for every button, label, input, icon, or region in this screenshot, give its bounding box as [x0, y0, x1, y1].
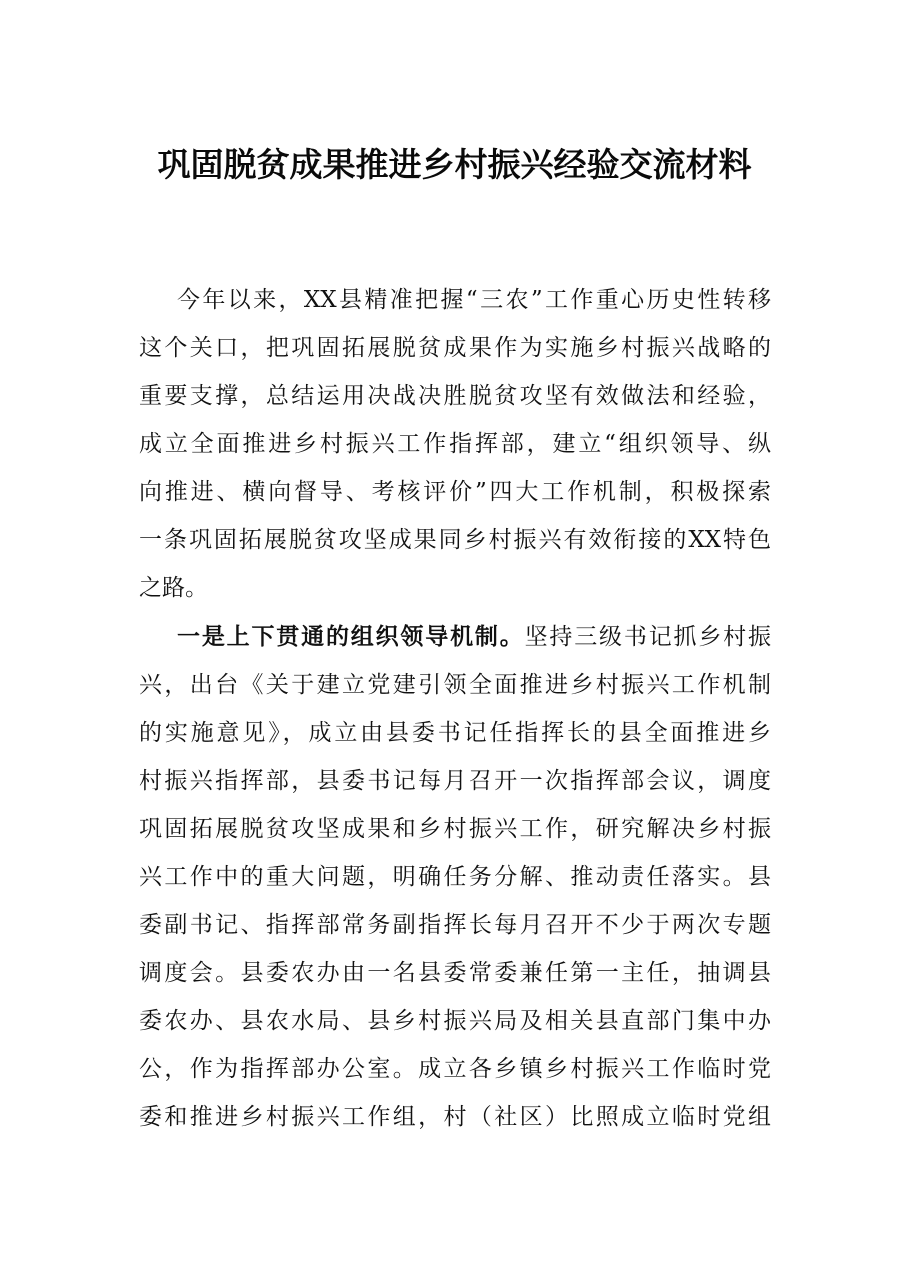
text-line: 兴工作中的重大问题，明确任务分解、推动责任落实。县 [139, 864, 771, 890]
text-line: 一条巩固拓展脱贫攻坚成果同乡村振兴有效衔接的XX特色 [139, 527, 771, 553]
text-line: 委和推进乡村振兴工作组，村（社区）比照成立临时党组 [139, 1104, 771, 1130]
text-line: 今年以来，XX县精准把握“三农”工作重心历史性转移 [177, 287, 771, 313]
text-line: 委副书记、指挥部常务副指挥长每月召开不少于两次专题 [139, 912, 771, 938]
paragraph-lead-heading: 一是上下贯通的组织领导机制。 [177, 623, 525, 650]
text-line: 兴，出台《关于建立党建引领全面推进乡村振兴工作机制 [139, 672, 771, 698]
paragraph-mechanism-one [139, 613, 771, 1141]
text-line: 的实施意见》，成立由县委书记任指挥长的县全面推进乡 [139, 720, 771, 746]
document-title: 巩固脱贫成果推进乡村振兴经验交流材料 [157, 145, 752, 184]
text-line: 村振兴指挥部，县委书记每月召开一次指挥部会议，调度 [139, 768, 771, 794]
text-line: 委农办、县农水局、县乡村振兴局及相关县直部门集中办 [139, 1008, 771, 1034]
paragraph-intro [139, 276, 771, 612]
text-line: 巩固拓展脱贫攻坚成果和乡村振兴工作，研究解决乡村振 [139, 816, 771, 842]
text-line: 向推进、横向督导、考核评价”四大工作机制，积极探索 [139, 479, 771, 505]
text-line-rest: 坚持三级书记抓乡村振 [524, 624, 772, 650]
text-line: 之路。 [139, 575, 208, 601]
text-line: 重要支撑，总结运用决战决胜脱贫攻坚有效做法和经验， [139, 383, 771, 409]
text-line: 调度会。县委农办由一名县委常委兼任第一主任，抽调县 [139, 960, 771, 986]
text-line: 这个关口，把巩固拓展脱贫成果作为实施乡村振兴战略的 [139, 335, 771, 361]
text-line-with-lead [139, 613, 771, 661]
text-line: 成立全面推进乡村振兴工作指挥部，建立“组织领导、纵 [139, 431, 771, 457]
text-line: 公，作为指挥部办公室。成立各乡镇乡村振兴工作临时党 [139, 1056, 771, 1082]
